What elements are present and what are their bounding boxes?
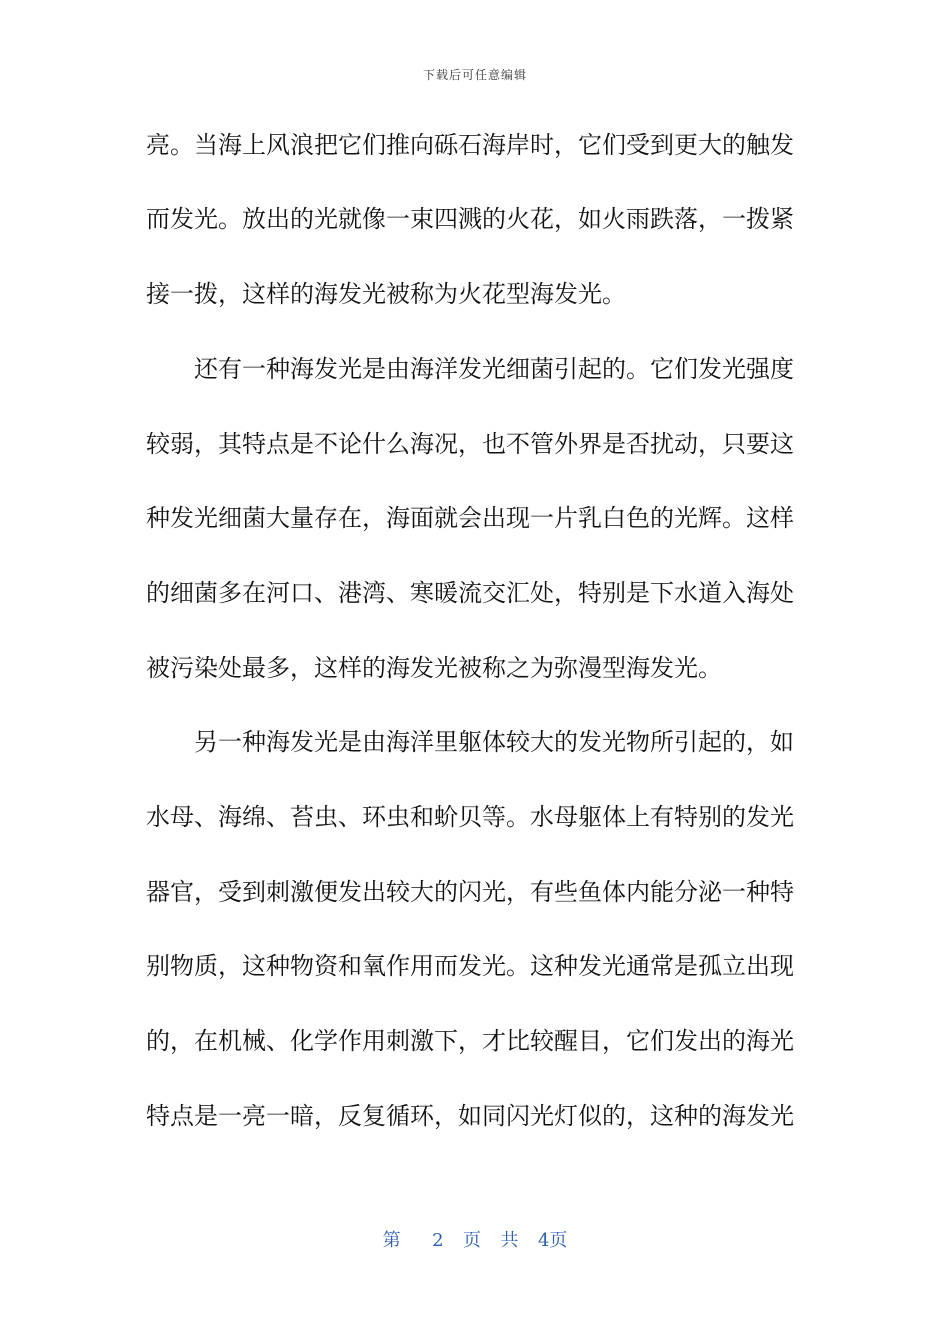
text-line: 被污染处最多，这样的海发光被称之为弥漫型海发光。: [146, 654, 722, 682]
page-label-total-pre: 共: [500, 1230, 519, 1251]
text-line: 的细菌多在河口、港湾、寒暖流交汇处，特别是下水道入海处: [146, 579, 794, 607]
page-label-mid: 页: [463, 1230, 481, 1251]
text-line: 特点是一亮一暗，反复循环，如同闪光灯似的，这种的海发光: [146, 1102, 794, 1130]
text-line: 还有一种海发光是由海洋发光细菌引起的。它们发光强度: [194, 355, 794, 383]
page-footer: [0, 1226, 950, 1252]
text-line: 种发光细菌大量存在，海面就会出现一片乳白色的光辉。这样: [146, 504, 794, 532]
text-line: 器官，受到刺激便发出较大的闪光，有些鱼体内能分泌一种特: [146, 878, 794, 906]
page-current: 2: [432, 1230, 444, 1251]
text-line: 亮。当海上风浪把它们推向砾石海岸时，它们受到更大的触发: [146, 131, 794, 159]
text-line: 接一拨，这样的海发光被称为火花型海发光。: [146, 280, 626, 308]
page-header: 下载后可任意编辑: [422, 68, 527, 82]
text-line: 别物质，这种物资和氧作用而发光。这种发光通常是孤立出现: [146, 952, 794, 980]
page-label-pre: 第: [382, 1230, 401, 1251]
text-line: 较弱，其特点是不论什么海况，也不管外界是否扰动，只要这: [146, 430, 794, 458]
text-line: 水母、海绵、苔虫、环虫和蚧贝等。水母躯体上有特别的发光: [146, 803, 794, 831]
page-total: 4页: [537, 1230, 568, 1251]
text-line: 而发光。放出的光就像一束四溅的火花，如火雨跌落，一拨紧: [146, 205, 794, 233]
text-line: 另一种海发光是由海洋里躯体较大的发光物所引起的，如: [194, 728, 794, 756]
text-line: 的，在机械、化学作用刺激下，才比较醒目，它们发出的海光: [146, 1027, 794, 1055]
